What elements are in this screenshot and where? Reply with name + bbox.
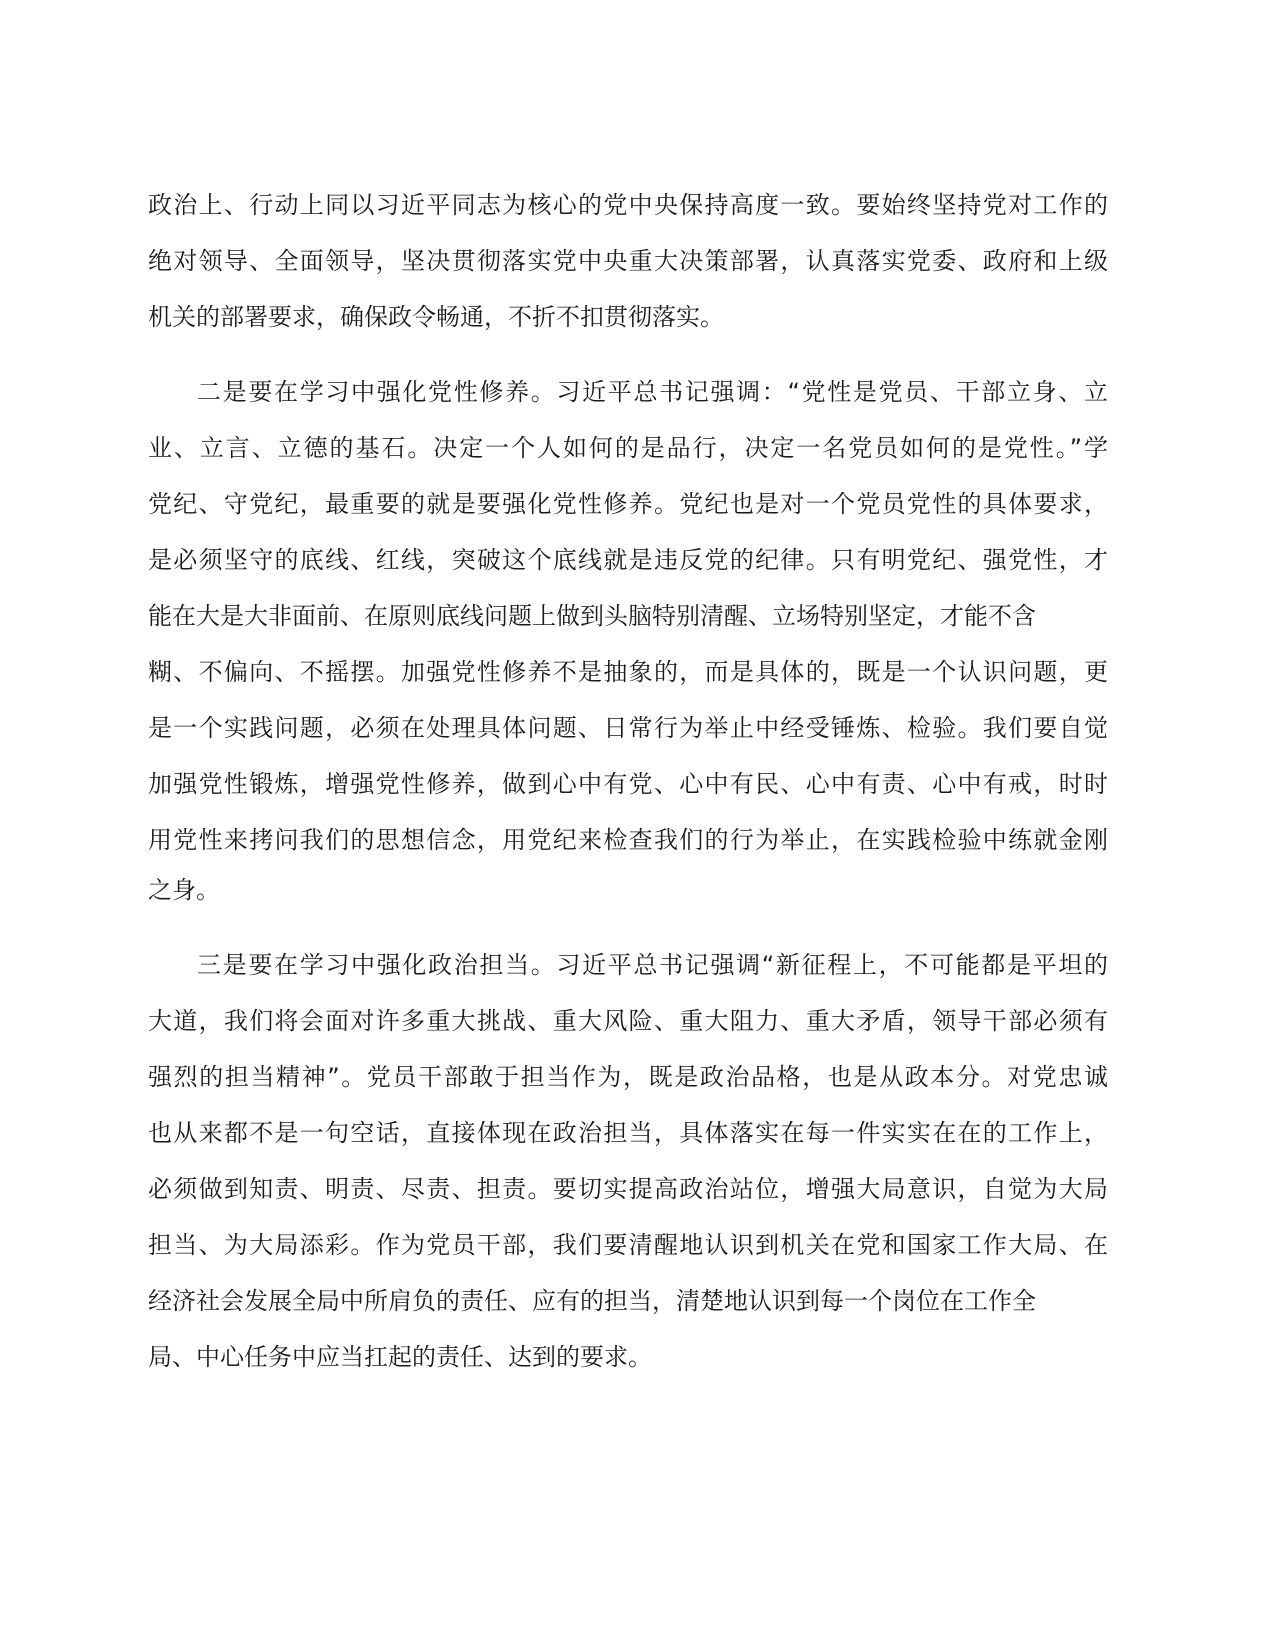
- paragraph-line: 用党性来拷问我们的思想信念，用党纪来检查我们的行为举止，在实践检验中练就金刚: [148, 826, 1108, 854]
- paragraph-line: 大道，我们将会面对许多重大挑战、重大风险、重大阻力、重大矛盾，领导干部必须有: [148, 1007, 1108, 1035]
- paragraph-line: 二是要在学习中强化党性修养。习近平总书记强调：“党性是党员、干部立身、立: [197, 378, 1108, 406]
- paragraph-line: 经济社会发展全局中所肩负的责任、应有的担当，清楚地认识到每一个岗位在工作全: [148, 1287, 1036, 1315]
- paragraph-line: 政治上、行动上同以习近平同志为核心的党中央保持高度一致。要始终坚持党对工作的: [148, 191, 1108, 219]
- paragraph-line: 业、立言、立德的基石。决定一个人如何的是品行，决定一名党员如何的是党性。”学: [148, 434, 1108, 462]
- paragraph-line: 是必须坚守的底线、红线，突破这个底线就是违反党的纪律。只有明党纪、强党性，才: [148, 546, 1108, 574]
- paragraph-line: 担当、为大局添彩。作为党员干部，我们要清醒地认识到机关在党和国家工作大局、在: [148, 1231, 1108, 1259]
- paragraph-line: 必须做到知责、明责、尽责、担责。要切实提高政治站位，增强大局意识，自觉为大局: [148, 1175, 1108, 1203]
- paragraph-line: 机关的部署要求，确保政令畅通，不折不扣贯彻落实。: [148, 303, 724, 331]
- paragraph-line: 强烈的担当精神”。党员干部敢于担当作为，既是政治品格，也是从政本分。对党忠诚: [148, 1063, 1108, 1091]
- paragraph-line: 党纪、守党纪，最重要的就是要强化党性修养。党纪也是对一个党员党性的具体要求，: [148, 490, 1108, 518]
- paragraph-line: 之身。: [148, 876, 220, 904]
- paragraph-line: 加强党性锻炼，增强党性修养，做到心中有党、心中有民、心中有责、心中有戒，时时: [148, 770, 1108, 798]
- paragraph-line: 也从来都不是一句空话，直接体现在政治担当，具体落实在每一件实实在在的工作上，: [148, 1119, 1108, 1147]
- paragraph-line: 是一个实践问题，必须在处理具体问题、日常行为举止中经受锤炼、检验。我们要自觉: [148, 714, 1108, 742]
- paragraph-line: 能在大是大非面前、在原则底线问题上做到头脑特别清醒、立场特别坚定，才能不含: [148, 602, 1036, 630]
- paragraph-line: 三是要在学习中强化政治担当。习近平总书记强调“新征程上，不可能都是平坦的: [197, 951, 1108, 979]
- paragraph-line: 绝对领导、全面领导，坚决贯彻落实党中央重大决策部署，认真落实党委、政府和上级: [148, 247, 1108, 275]
- paragraph-line: 局、中心任务中应当扛起的责任、达到的要求。: [148, 1343, 652, 1371]
- paragraph-line: 糊、不偏向、不摇摆。加强党性修养不是抽象的，而是具体的，既是一个认识问题，更: [148, 658, 1108, 686]
